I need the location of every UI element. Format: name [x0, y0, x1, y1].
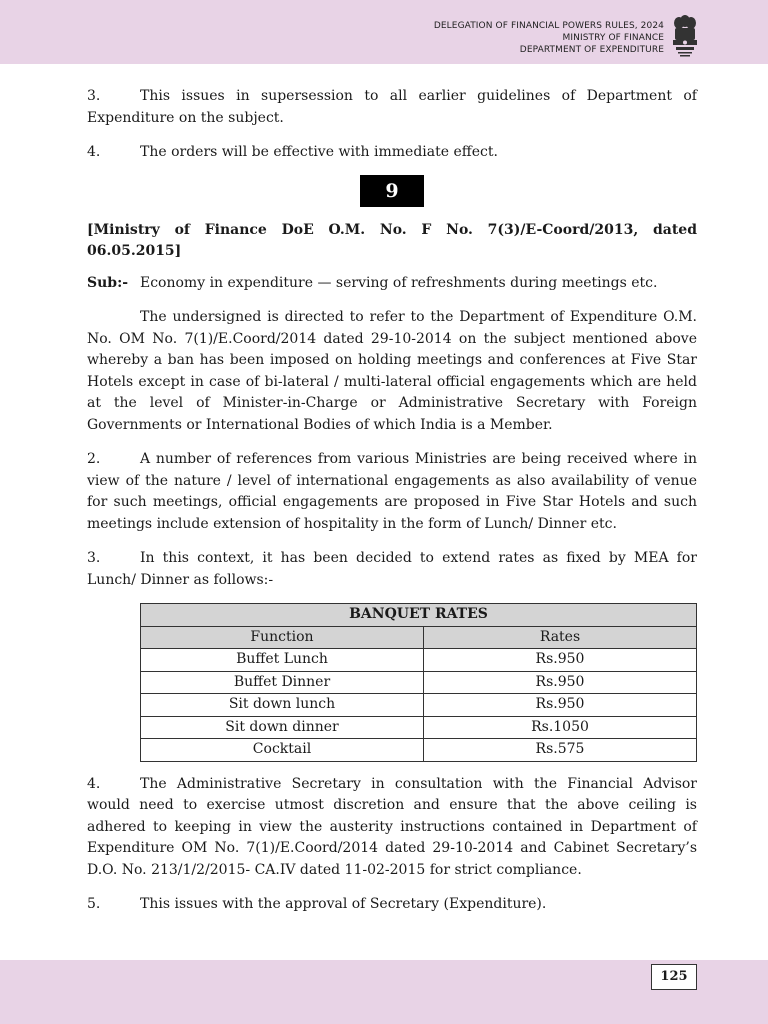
table-cell-function: Buffet Lunch	[141, 649, 424, 672]
reference-line: [Ministry of Finance DoE O.M. No. F No. 7(3)/E-Coord/2013, dated 06.05.2015]	[87, 221, 697, 259]
table-cell-rate: Rs.1050	[424, 716, 697, 739]
table-cell-function: Sit down lunch	[141, 694, 424, 717]
table-cell-rate: Rs.950	[424, 671, 697, 694]
paragraph-prev-3: 3. This issues in supersession to all earlier guidelines of Department of Expenditure on the subject.	[87, 88, 697, 126]
document-body	[87, 86, 697, 916]
national-emblem-icon	[670, 14, 700, 58]
table-cell-function: Sit down dinner	[141, 716, 424, 739]
table-row	[141, 739, 697, 762]
banquet-rates-table	[140, 603, 697, 762]
table-row	[141, 649, 697, 672]
header-line-1: DELEGATION OF FINANCIAL POWERS RULES, 2024	[433, 21, 664, 31]
table-row	[141, 694, 697, 717]
table-header-function: Function	[141, 626, 424, 649]
section-number-badge: 9	[360, 175, 424, 207]
header-line-2: MINISTRY OF FINANCE	[562, 33, 664, 43]
page-header	[0, 0, 768, 64]
table-cell-function: Buffet Dinner	[141, 671, 424, 694]
table-cell-rate: Rs.950	[424, 649, 697, 672]
table-title: BANQUET RATES	[141, 604, 697, 627]
paragraph-3: 3. In this context, it has been decided to extend rates as fixed by MEA for Lunch/ Dinner as follows:-	[87, 550, 697, 588]
header-line-3: DEPARTMENT OF EXPENDITURE	[519, 45, 664, 55]
table-header-rates: Rates	[424, 626, 697, 649]
paragraph-intro: The undersigned is directed to refer to the Department of Expenditure O.M. No. OM No. 7(1)/E.Coord/2014 dated 29-10-2014 on the subject mentioned above whereby a ban has been imposed on holding meetings and conferences at Five Star Hotels except in case of bi-lateral / multi-lateral official engagements which are held at the level of Minister-in-Charge or Administrative Secretary with Foreign Governments or International Bodies of which India is a Member.	[87, 309, 697, 433]
table-row	[141, 671, 697, 694]
header-title-block	[434, 20, 664, 56]
page-number: 125	[651, 964, 697, 990]
table-cell-rate: Rs.575	[424, 739, 697, 762]
paragraph-5: 5. This issues with the approval of Secretary (Expenditure).	[87, 896, 547, 912]
paragraph-prev-4: 4. The orders will be effective with immediate effect.	[87, 144, 498, 160]
subject-line: Sub:- Economy in expenditure — serving of refreshments during meetings etc.	[87, 274, 658, 291]
paragraph-4: 4. The Administrative Secretary in consultation with the Financial Advisor would need to exercise utmost discretion and ensure that the above ceiling is adhered to keeping in view the austerity instructions contained in Department of Expenditure OM No. 7(1)/E.Coord/2014 dated 29-10-2014 and Cabinet Secretary’s D.O. No. 213/1/2/2015- CA.IV dated 11-02-2015 for strict compliance.	[87, 775, 697, 878]
table-row	[141, 716, 697, 739]
paragraph-2: 2. A number of references from various Ministries are being received where in view of the nature / level of international engagements as also availability of venue for such meetings, official engagements are proposed in Five Star Hotels and such meetings include extension of hospitality in the form of Lunch/ Dinner etc.	[87, 451, 697, 532]
table-cell-rate: Rs.950	[424, 694, 697, 717]
table-cell-function: Cocktail	[141, 739, 424, 762]
